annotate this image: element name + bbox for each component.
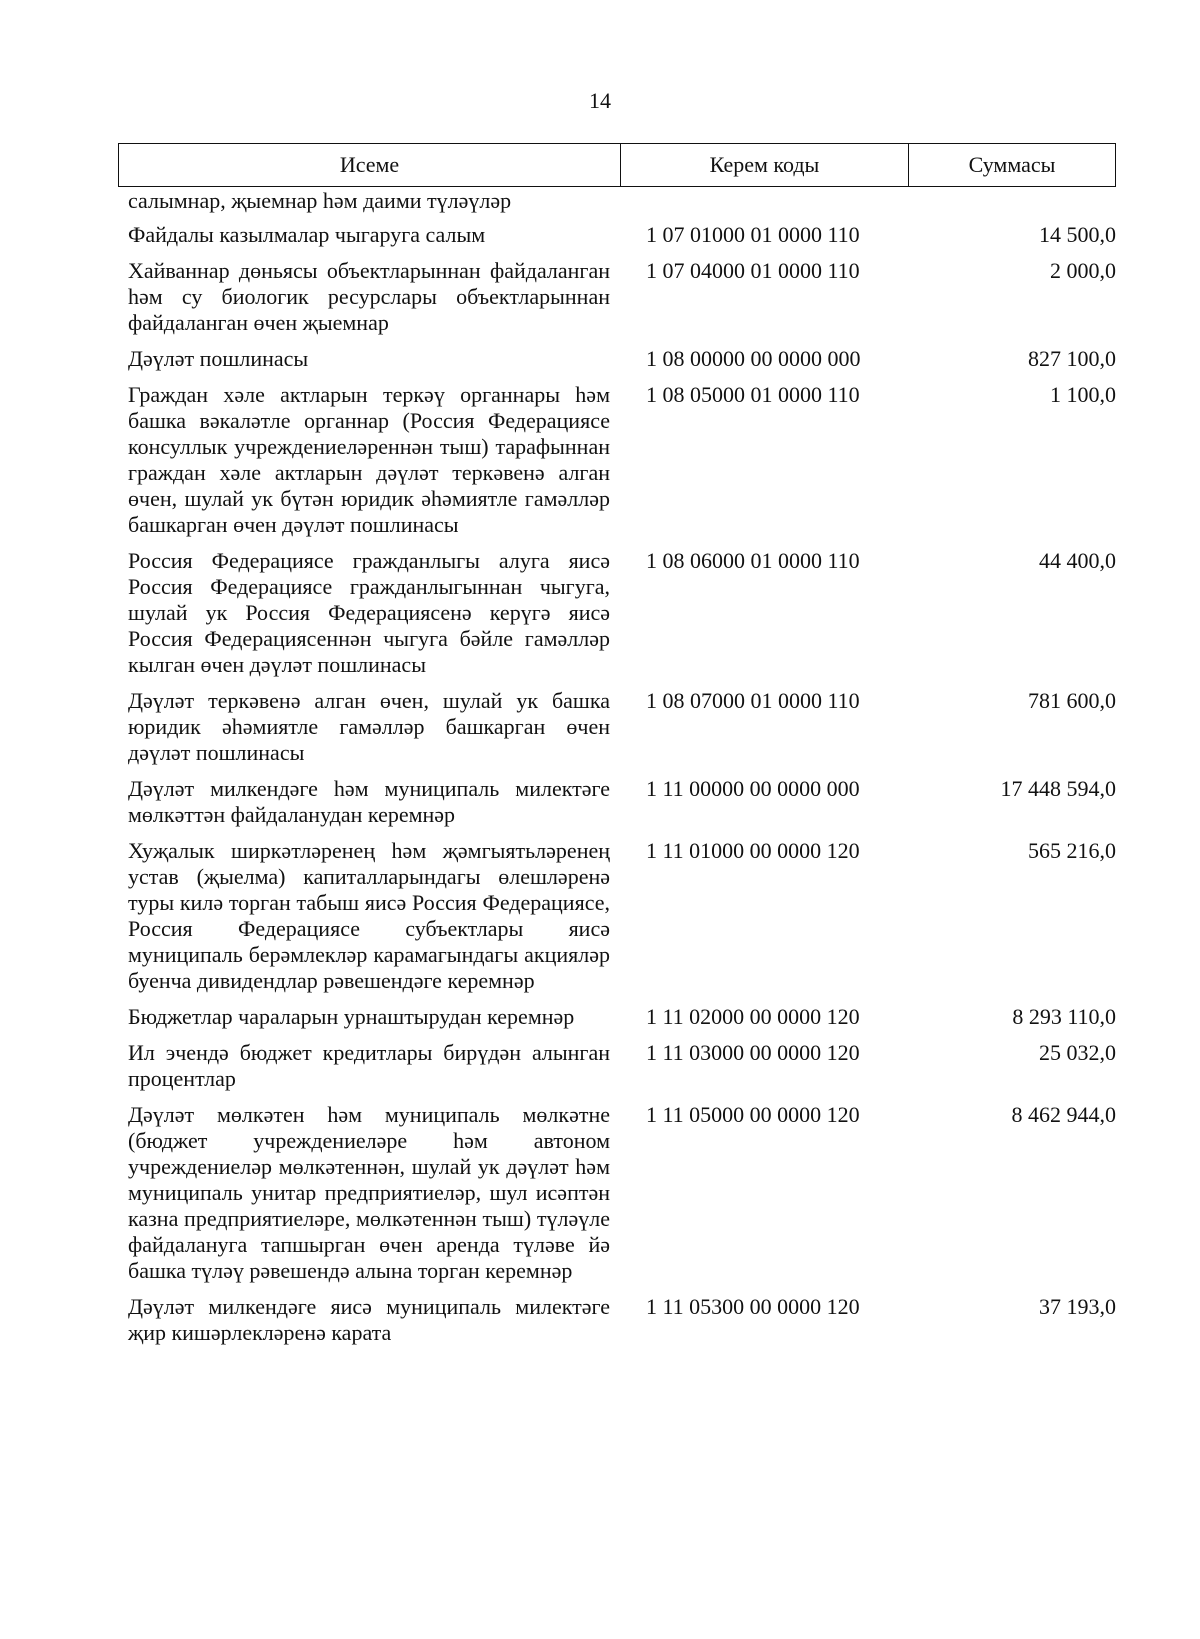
table-row — [128, 776, 1118, 828]
row-sum: 565 216,0 — [1028, 838, 1116, 863]
table-row — [128, 258, 1118, 336]
row-sum: 37 193,0 — [1039, 1294, 1116, 1319]
row-sum: 17 448 594,0 — [1000, 776, 1116, 801]
row-code: 1 08 00000 00 0000 000 — [646, 346, 861, 371]
row-sum: 25 032,0 — [1039, 1040, 1116, 1065]
row-name: Файдалы казылмалар чыгаруга салым — [128, 222, 486, 247]
row-name: Дәүләт милкендәге яисә муниципаль милектәге җир кишәрлекләренә карата — [128, 1294, 610, 1345]
row-name: Дәүләт теркәвенә алган өчен, шулай ук башка юридик әһәмиятле гамәлләр башкарган өчен дәүләт пошлинасы — [128, 688, 610, 765]
row-name: Хуҗалык ширкәтләренең һәм җәмгыятьләренең устав (җыелма) капиталларындагы өлешләренә туры килә торган табыш яисә Россия Федерациясе, Россия Федерациясе субъектлары яисә муниципаль берәмлекләр карамагындагы акцияләр буенча дивидендлар рәвешендәге керемнәр — [128, 838, 610, 993]
table-body — [128, 188, 1118, 1356]
row-name: Дәүләт мөлкәтен һәм муниципаль мөлкәтне (бюджет учреждениеләре һәм автоном учреждениеләр мөлкәтеннән, шулай ук дәүләт һәм муниципаль унитар предприятиеләр, шул исәптән казна предприятиеләре, мөлкәтеннән тыш) түләүле файдалануга тапшырган өчен аренда түләве йә башка түләү рәвешендә алына торган керемнәр — [128, 1102, 610, 1283]
header-sum: Суммасы — [968, 152, 1056, 177]
header-code: Керем коды — [621, 144, 909, 186]
row-code: 1 08 07000 01 0000 110 — [646, 688, 860, 713]
row-code: 1 08 06000 01 0000 110 — [646, 548, 860, 573]
table-row — [128, 1294, 1118, 1346]
row-sum: 827 100,0 — [1028, 346, 1116, 371]
table-header — [118, 143, 1116, 187]
row-sum: 1 100,0 — [1050, 382, 1116, 407]
row-name: Россия Федерациясе гражданлыгы алуга яисә Россия Федерациясе гражданлыгыннан чыгуга, шулай ук Россия Федерациясенә керүгә яисә Россия Федерациясеннән чыгуга бәйле гамәлләр кылган өчен дәүләт пошлинасы — [128, 548, 610, 677]
row-code: 1 11 02000 00 0000 120 — [646, 1004, 860, 1029]
row-code: 1 07 01000 01 0000 110 — [646, 222, 860, 247]
continuation-text: салымнар, җыемнар һәм даими түләүләр — [128, 188, 512, 213]
row-name: Хайваннар дөньясы объектларыннан файдаланган һәм су биологик ресурслары объектларыннан файдаланган өчен җыемнар — [128, 258, 610, 335]
row-sum: 44 400,0 — [1039, 548, 1116, 573]
table-row — [128, 1102, 1118, 1284]
row-code: 1 11 05000 00 0000 120 — [646, 1102, 860, 1127]
row-name: Граждан хәле актларын теркәү органнары һәм башка вәкаләтле органнар (Россия Федерациясе консуллык учреждениеләреннән тыш) тарафыннан граждан хәле актларын дәүләт теркәвенә алган өчен, шулай ук бүтән юридик әһәмиятле гамәлләр башкарган өчен дәүләт пошлинасы — [128, 382, 610, 537]
row-sum: 2 000,0 — [1050, 258, 1116, 283]
row-code: 1 07 04000 01 0000 110 — [646, 258, 860, 283]
row-name: Бюджетлар чараларын урнаштырудан керемнәр — [128, 1004, 575, 1029]
row-code: 1 11 00000 00 0000 000 — [646, 776, 860, 801]
row-name: Дәүләт пошлинасы — [128, 346, 309, 371]
row-code: 1 11 01000 00 0000 120 — [646, 838, 860, 863]
row-sum: 781 600,0 — [1028, 688, 1116, 713]
row-sum: 14 500,0 — [1039, 222, 1116, 247]
table-row — [128, 382, 1118, 538]
row-code: 1 11 03000 00 0000 120 — [646, 1040, 860, 1065]
row-name: Дәүләт милкендәге һәм муниципаль милектәге мөлкәттән файдаланудан керемнәр — [128, 776, 610, 827]
table-row — [128, 548, 1118, 678]
row-sum: 8 293 110,0 — [1012, 1004, 1116, 1029]
row-code: 1 08 05000 01 0000 110 — [646, 382, 860, 407]
table-row — [128, 838, 1118, 994]
row-name: Ил эчендә бюджет кредитлары бирүдән алынган процентлар — [128, 1040, 610, 1091]
table-row — [128, 688, 1118, 766]
table-row — [128, 222, 1118, 248]
table-row — [128, 346, 1118, 372]
continuation-row — [128, 188, 1118, 214]
table-row — [128, 1040, 1118, 1092]
page-number: 14 — [589, 88, 611, 113]
row-code: 1 11 05300 00 0000 120 — [646, 1294, 860, 1319]
header-name: Исеме — [119, 144, 621, 186]
table-row — [128, 1004, 1118, 1030]
row-sum: 8 462 944,0 — [1011, 1102, 1116, 1127]
